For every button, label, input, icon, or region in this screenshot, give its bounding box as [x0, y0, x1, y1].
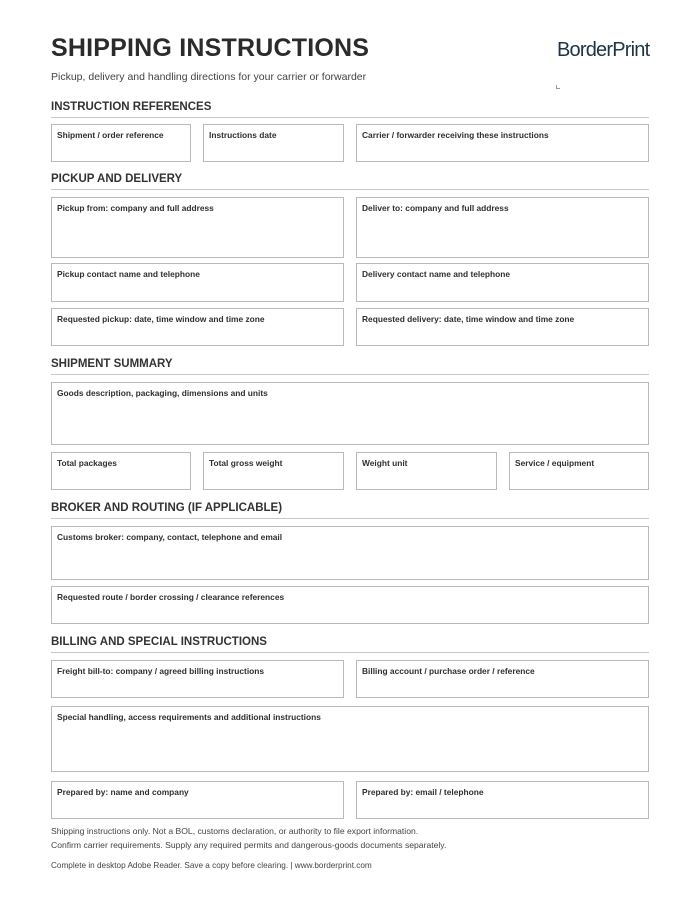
carrier-field[interactable]: [356, 124, 649, 162]
section-title-references: INSTRUCTION REFERENCES: [51, 101, 212, 113]
section-divider: [51, 518, 649, 519]
field-label: Requested delivery: date, time window and time zone: [362, 314, 575, 324]
total-gross-weight-field[interactable]: [203, 452, 344, 490]
footer-requirements: Confirm carrier requirements. Supply any required permits and dangerous-goods documents separately.: [51, 840, 447, 850]
field-label: Deliver to: company and full address: [362, 203, 509, 213]
field-label: Freight bill-to: company / agreed billing instructions: [57, 666, 265, 676]
pickup-contact-field[interactable]: [51, 263, 344, 302]
special-handling-field[interactable]: [51, 706, 649, 772]
footer-disclaimer: Shipping instructions only. Not a BOL, customs declaration, or authority to file export information.: [51, 826, 419, 836]
freight-bill-to-field[interactable]: [51, 660, 344, 698]
brand-logo: BorderPrint: [557, 39, 650, 61]
footer-instructions: Complete in desktop Adobe Reader. Save a copy before clearing. | www.borderprint.com: [51, 861, 372, 870]
field-label: Prepared by: email / telephone: [362, 787, 484, 797]
requested-pickup-field[interactable]: [51, 308, 344, 346]
field-label: Instructions date: [209, 130, 277, 140]
section-title-summary: SHIPMENT SUMMARY: [51, 358, 173, 370]
section-divider: [51, 117, 649, 118]
field-label: Pickup from: company and full address: [57, 203, 214, 213]
pickup-from-field[interactable]: [51, 197, 344, 258]
field-label: Goods description, packaging, dimensions and units: [57, 388, 268, 398]
field-label: Total packages: [57, 458, 117, 468]
billing-account-field[interactable]: [356, 660, 649, 698]
goods-description-field[interactable]: [51, 382, 649, 445]
prepared-by-contact-field[interactable]: [356, 781, 649, 819]
section-divider: [51, 189, 649, 190]
field-label: Shipment / order reference: [57, 130, 164, 140]
delivery-contact-field[interactable]: [356, 263, 649, 302]
field-label: Requested route / border crossing / clearance references: [57, 592, 285, 602]
requested-delivery-field[interactable]: [356, 308, 649, 346]
page-title: SHIPPING INSTRUCTIONS: [51, 34, 370, 62]
deliver-to-field[interactable]: [356, 197, 649, 258]
field-label: Customs broker: company, contact, telephone and email: [57, 532, 283, 542]
field-label: Weight unit: [362, 458, 408, 468]
total-packages-field[interactable]: [51, 452, 191, 490]
section-divider: [51, 374, 649, 375]
field-label: Billing account / purchase order / reference: [362, 666, 535, 676]
section-divider: [51, 652, 649, 653]
weight-unit-field[interactable]: [356, 452, 497, 490]
brand-mark-icon: [556, 85, 560, 89]
page-subtitle: Pickup, delivery and handling directions for your carrier or forwarder: [51, 71, 367, 83]
field-label: Delivery contact name and telephone: [362, 269, 511, 279]
section-title-pickup: PICKUP AND DELIVERY: [51, 173, 183, 185]
section-title-billing: BILLING AND SPECIAL INSTRUCTIONS: [51, 636, 267, 648]
instructions-date-field[interactable]: [203, 124, 344, 162]
field-label: Requested pickup: date, time window and time zone: [57, 314, 265, 324]
prepared-by-name-field[interactable]: [51, 781, 344, 819]
field-label: Special handling, access requirements and additional instructions: [57, 712, 321, 722]
field-label: Total gross weight: [209, 458, 283, 468]
field-label: Service / equipment: [515, 458, 595, 468]
service-equipment-field[interactable]: [509, 452, 649, 490]
requested-route-field[interactable]: [51, 586, 649, 624]
customs-broker-field[interactable]: [51, 526, 649, 580]
field-label: Pickup contact name and telephone: [57, 269, 200, 279]
field-label: Prepared by: name and company: [57, 787, 189, 797]
section-title-broker: BROKER AND ROUTING (IF APPLICABLE): [51, 502, 283, 514]
field-label: Carrier / forwarder receiving these instructions: [362, 130, 549, 140]
shipment-reference-field[interactable]: [51, 124, 191, 162]
